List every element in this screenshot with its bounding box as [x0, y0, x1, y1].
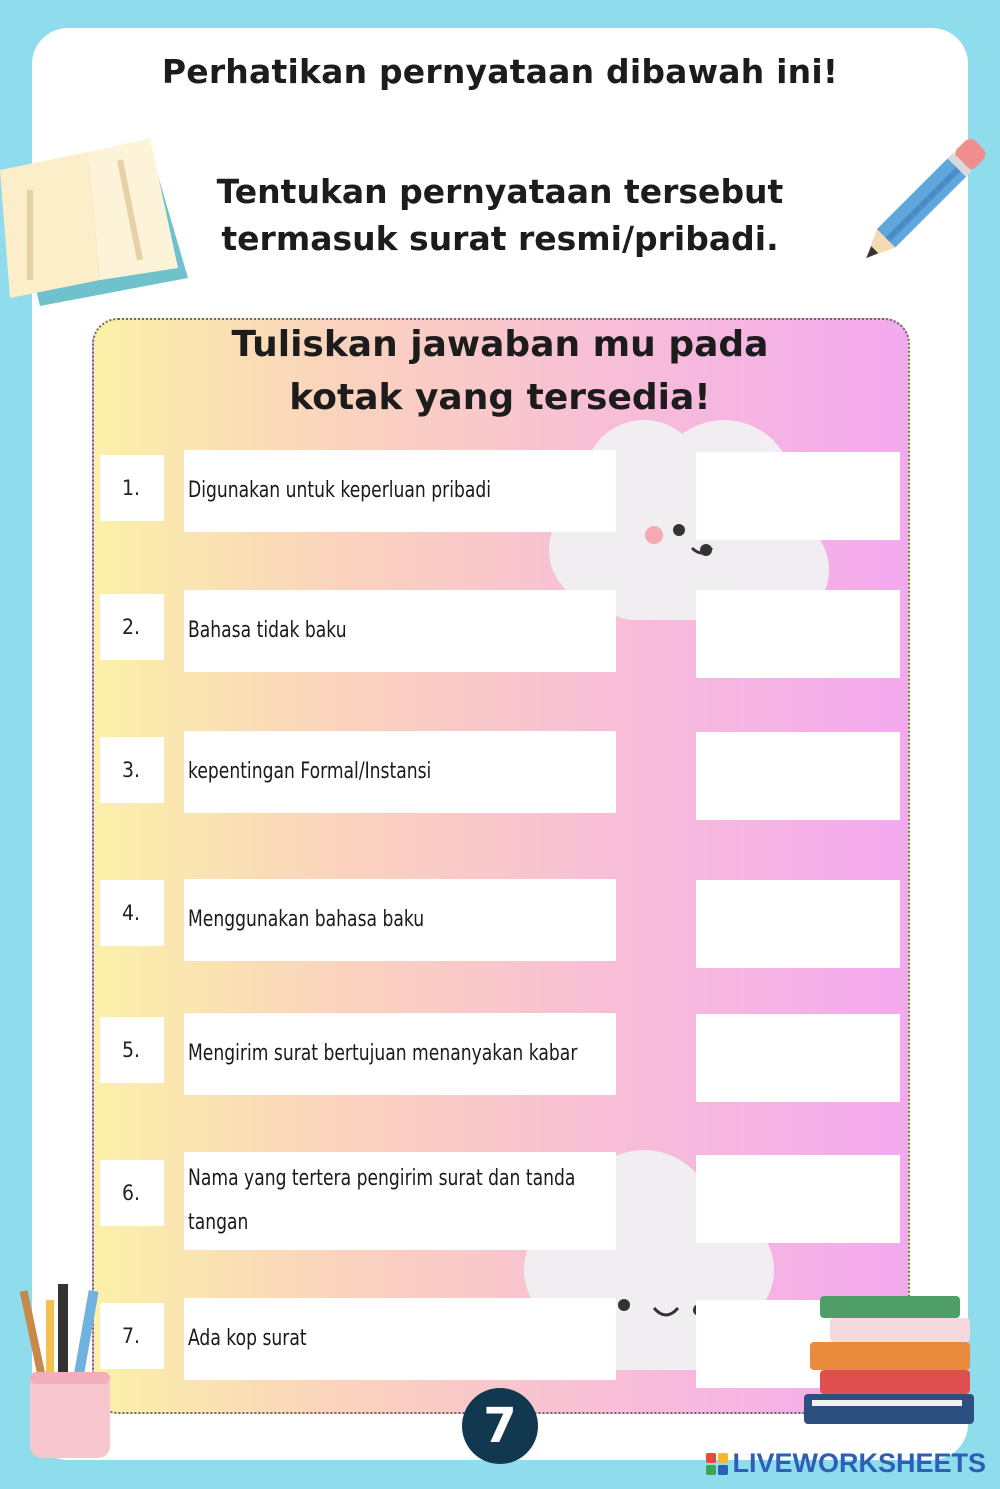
- panel-title: [0, 318, 1000, 424]
- statement-text: Bahasa tidak baku: [188, 618, 347, 643]
- panel-title-line-2: kotak yang tersedia!: [289, 377, 711, 418]
- book-stack-icon: [800, 1288, 980, 1438]
- statement-text: Ada kop surat: [188, 1326, 307, 1351]
- answer-input[interactable]: [696, 1155, 900, 1243]
- answer-input[interactable]: [696, 452, 900, 540]
- open-book-icon: [0, 130, 200, 310]
- brand-name: LIVEWORKSHEETS: [732, 1448, 986, 1478]
- logo-mark-icon: [706, 1453, 728, 1475]
- item-number: 3.: [100, 737, 164, 803]
- item-number: 4.: [100, 880, 164, 946]
- item-number: 5.: [100, 1017, 164, 1083]
- statement-box: [184, 1298, 616, 1380]
- statement-box: [184, 731, 616, 813]
- pencil-icon: [850, 128, 990, 278]
- statement-text: kepentingan Formal/Instansi: [188, 759, 432, 784]
- answer-input[interactable]: [696, 732, 900, 820]
- answer-input[interactable]: [696, 1014, 900, 1102]
- instruction-line-1: Tentukan pernyataan tersebut: [216, 172, 784, 211]
- item-number: 1.: [100, 455, 164, 521]
- panel-title-line-1: Tuliskan jawaban mu pada: [231, 324, 769, 365]
- item-number: 2.: [100, 594, 164, 660]
- answer-input[interactable]: [696, 880, 900, 968]
- statement-text: Mengirim surat bertujuan menanyakan kabar: [188, 1041, 578, 1066]
- page-title: Perhatikan pernyataan dibawah ini!: [161, 52, 839, 91]
- answer-input[interactable]: [696, 590, 900, 678]
- instruction-text: [200, 168, 800, 262]
- pencil-cup-icon: [18, 1280, 118, 1460]
- statement-box: [184, 879, 616, 961]
- statement-text: Menggunakan bahasa baku: [188, 907, 425, 932]
- brand-logo: [706, 1448, 986, 1479]
- item-number: 6.: [100, 1160, 164, 1226]
- statement-box: [184, 1013, 616, 1095]
- statement-box: [184, 1152, 616, 1250]
- statement-text-line-2: tangan: [188, 1210, 249, 1235]
- page-number-badge: 7: [462, 1388, 538, 1464]
- statement-box: [184, 590, 616, 672]
- statement-text-line-1: Nama yang tertera pengirim surat dan tanda: [188, 1166, 576, 1191]
- item-number: 7.: [100, 1303, 164, 1369]
- statement-text: Digunakan untuk keperluan pribadi: [188, 478, 492, 503]
- instruction-line-2: termasuk surat resmi/pribadi.: [221, 219, 779, 258]
- statement-box: [184, 450, 616, 532]
